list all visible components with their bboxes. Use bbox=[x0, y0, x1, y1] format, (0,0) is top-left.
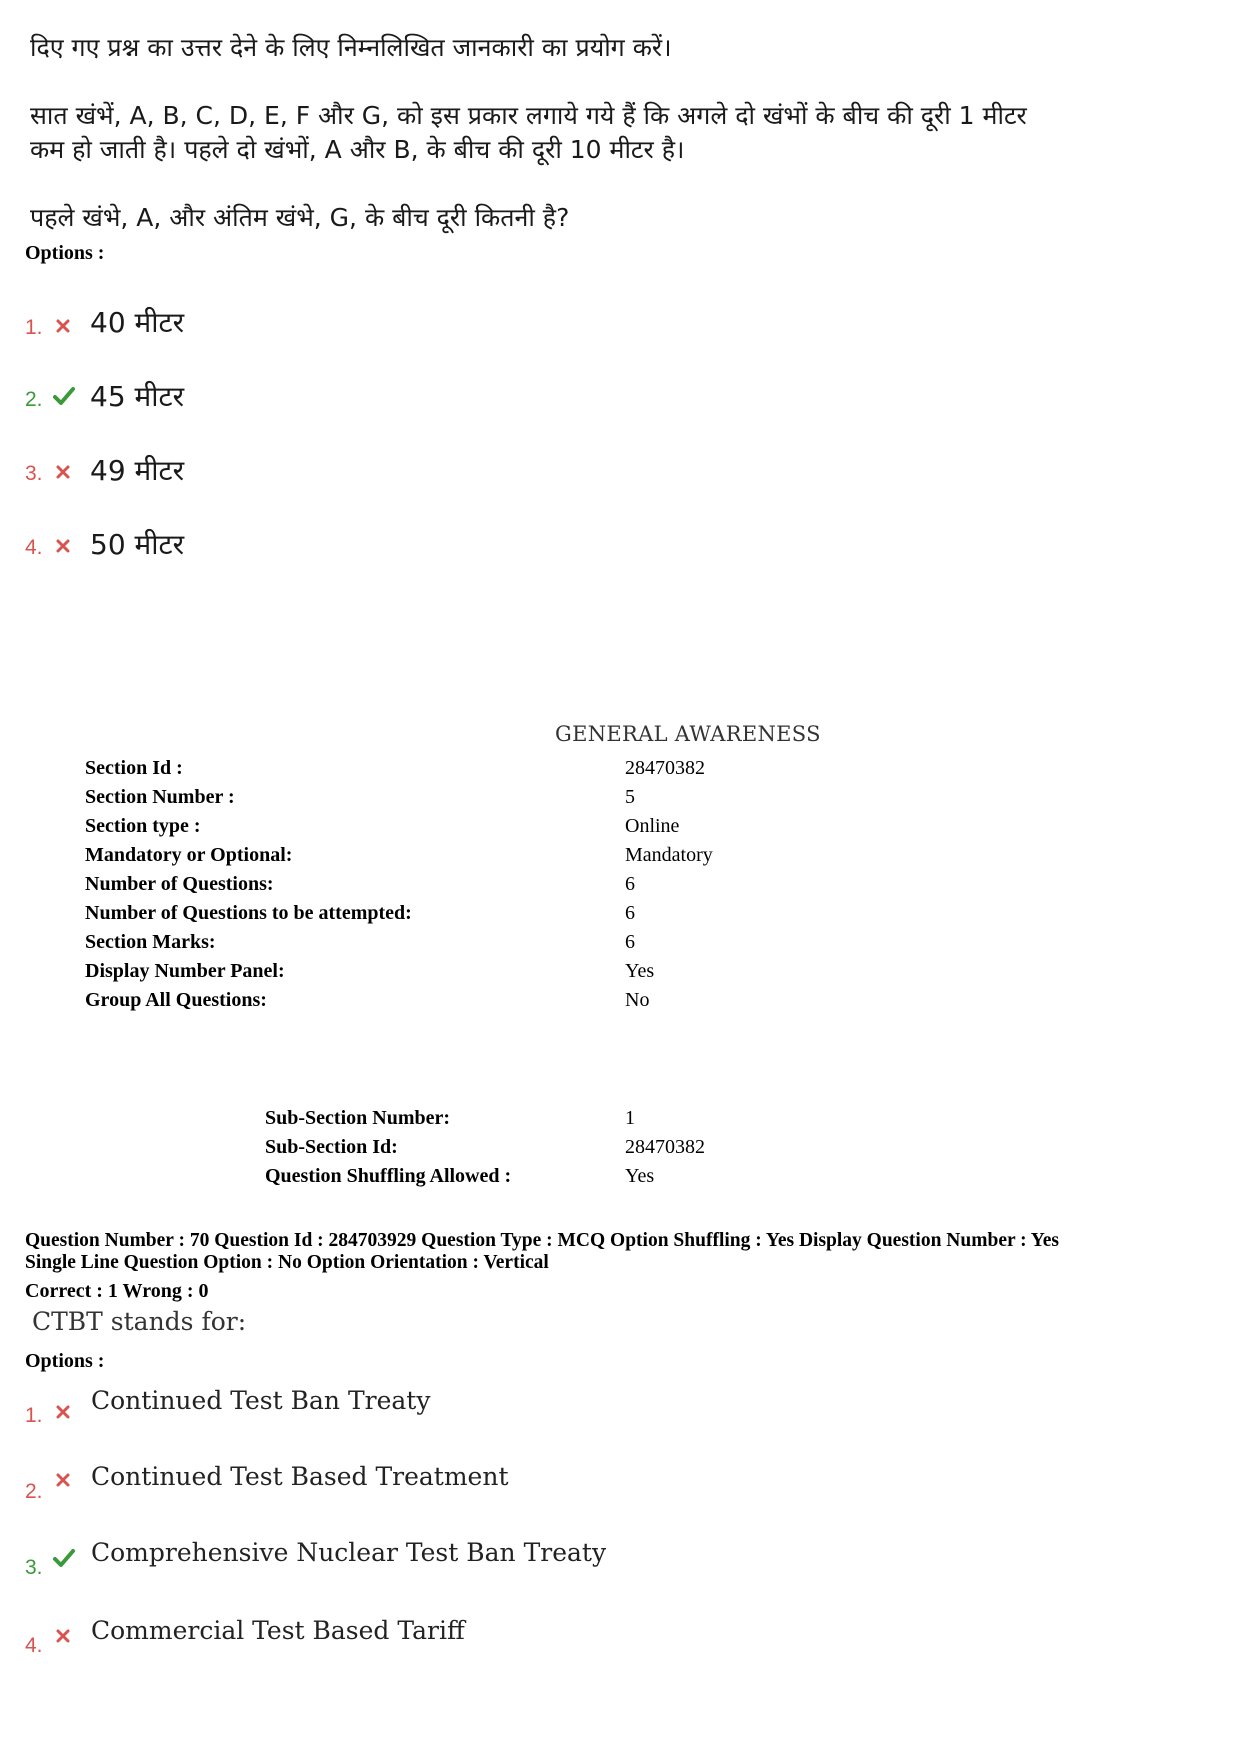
num-attempted-value: 6 bbox=[625, 902, 635, 924]
subsection-id-label: Sub-Section Id: bbox=[265, 1136, 398, 1158]
num-questions-label: Number of Questions: bbox=[85, 873, 274, 895]
group-questions-label: Group All Questions: bbox=[85, 989, 267, 1011]
option-text: 49 मीटर bbox=[90, 454, 185, 487]
question-meta-line-1: Question Number : 70 Question Id : 284703929 Question Type : MCQ Option Shuffling : Yes Display Question Number : Yes bbox=[25, 1230, 1059, 1251]
option-text: Continued Test Ban Treaty bbox=[91, 1386, 431, 1415]
section-number-label: Section Number : bbox=[85, 786, 235, 808]
option-number: 3. bbox=[25, 1556, 43, 1579]
passage-line-2: कम हो जाती है। पहले दो खंभों, A और B, के बीच की दूरी 10 मीटर है। bbox=[30, 135, 685, 164]
section-type-value: Online bbox=[625, 815, 680, 837]
section-heading: GENERAL AWARENESS bbox=[555, 722, 821, 746]
question-text: पहले खंभे, A, और अंतिम खंभे, G, के बीच दूरी कितनी है? bbox=[30, 203, 570, 232]
option-number: 1. bbox=[25, 316, 43, 339]
section-number-value: 5 bbox=[625, 786, 635, 808]
option-text: 40 मीटर bbox=[90, 306, 185, 339]
option-text: 50 मीटर bbox=[90, 528, 185, 561]
option-number: 4. bbox=[25, 536, 43, 559]
section-type-label: Section type : bbox=[85, 815, 201, 837]
option-number: 2. bbox=[25, 1480, 43, 1503]
cross-icon bbox=[55, 1472, 71, 1488]
section-marks-value: 6 bbox=[625, 931, 635, 953]
shuffling-label: Question Shuffling Allowed : bbox=[265, 1165, 512, 1187]
question-text: CTBT stands for: bbox=[32, 1307, 247, 1336]
option-number: 2. bbox=[25, 388, 43, 411]
group-questions-value: No bbox=[625, 989, 650, 1011]
passage-line-1: सात खंभें, A, B, C, D, E, F और G, को इस प्रकार लगाये गये हैं कि अगले दो खंभों के बीच की दूरी 1 मीटर bbox=[30, 101, 1027, 130]
options-label: Options : bbox=[25, 1350, 105, 1372]
option-text: Commercial Test Based Tariff bbox=[91, 1616, 465, 1645]
subsection-number-label: Sub-Section Number: bbox=[265, 1107, 451, 1129]
question-meta-line-2: Single Line Question Option : No Option Orientation : Vertical bbox=[25, 1252, 549, 1273]
section-id-label: Section Id : bbox=[85, 757, 183, 779]
options-label: Options : bbox=[25, 242, 105, 264]
mandatory-value: Mandatory bbox=[625, 844, 713, 866]
section-id-value: 28470382 bbox=[625, 757, 705, 779]
cross-icon bbox=[55, 464, 71, 480]
shuffling-value: Yes bbox=[625, 1165, 655, 1187]
cross-icon bbox=[55, 1404, 71, 1420]
num-questions-value: 6 bbox=[625, 873, 635, 895]
instruction-text: दिए गए प्रश्न का उत्तर देने के लिए निम्नलिखित जानकारी का प्रयोग करें। bbox=[30, 33, 672, 62]
subsection-number-value: 1 bbox=[625, 1107, 635, 1129]
option-text: Comprehensive Nuclear Test Ban Treaty bbox=[91, 1538, 607, 1567]
num-attempted-label: Number of Questions to be attempted: bbox=[85, 902, 412, 924]
check-icon bbox=[53, 1548, 75, 1568]
number-panel-label: Display Number Panel: bbox=[85, 960, 285, 982]
option-text: Continued Test Based Treatment bbox=[91, 1462, 509, 1491]
subsection-id-value: 28470382 bbox=[625, 1136, 705, 1158]
cross-icon bbox=[55, 318, 71, 334]
mandatory-label: Mandatory or Optional: bbox=[85, 844, 293, 866]
cross-icon bbox=[55, 1628, 71, 1644]
option-number: 1. bbox=[25, 1404, 43, 1427]
number-panel-value: Yes bbox=[625, 960, 655, 982]
question-marks: Correct : 1 Wrong : 0 bbox=[25, 1280, 209, 1302]
cross-icon bbox=[55, 538, 71, 554]
option-number: 3. bbox=[25, 462, 43, 485]
option-text: 45 मीटर bbox=[90, 380, 185, 413]
option-number: 4. bbox=[25, 1634, 43, 1657]
section-marks-label: Section Marks: bbox=[85, 931, 216, 953]
check-icon bbox=[53, 386, 75, 406]
